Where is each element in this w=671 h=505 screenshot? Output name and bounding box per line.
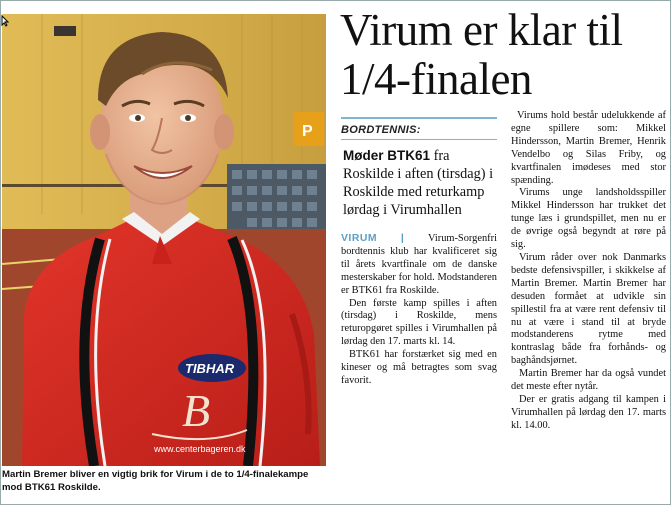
right-paragraph-2: Virums unge landsholdsspiller Mikkel Hindersson har trukket det tunge læs i grundspillet, men nu er de øvrige også begyndt at røre på sig. — [511, 187, 666, 251]
right-paragraph-4: Martin Bremer har da også vundet det meste efter nytår. — [511, 368, 666, 393]
right-paragraph-5: Der er gratis adgang til kampen i Virumhallen på lørdag den 17. marts kl. 14.00. — [511, 393, 666, 431]
body-paragraph-2: Den første kamp spilles i aften (tirsdag) i Roskilde, mens returopgøret spilles i Virumhallen på lørdag den 17. marts kl. 14. — [341, 297, 497, 348]
shirt-logo-letter: B — [182, 385, 211, 436]
right-column — [511, 110, 666, 433]
body-paragraph-3: BTK61 har forstærket sig med en kineser og må betragtes som svag favorit. — [341, 349, 497, 386]
player-photo — [2, 14, 326, 466]
left-column — [341, 117, 497, 388]
body-paragraph-1 — [341, 233, 497, 298]
wall-sign-text: P — [302, 123, 313, 140]
right-paragraph-1: Virums hold består udelukkende af egne spillere som: Mikkel Hindersson, Martin Bremer, Henrik Vendelbo og Silas Friby, og kvartfinalen imødeses med stor spænding. — [511, 110, 666, 186]
deck-rest: fra Roskilde i aften (tirsdag) i Roskilde med returkamp lørdag i Virumhallen — [343, 148, 494, 218]
shirt-url-text: www.centerbageren.dk — [154, 444, 246, 454]
cursor-icon — [1, 14, 9, 32]
article-body — [341, 233, 497, 388]
body-paragraph-1-text: Virum-Sorgenfri bordtennis klub har kvalificeret sig til årets kvartfinale om de danske mesterskaber for hold. Modstanderen er BTK61 fra Roskilde. — [341, 233, 497, 296]
shirt-brand-text: TIBHAR — [185, 361, 235, 376]
dateline-separator: | — [400, 233, 405, 244]
deck — [341, 147, 497, 219]
dateline: VIRUM — [341, 233, 377, 244]
kicker-rule — [341, 117, 497, 119]
photo-caption: Martin Bremer bliver en vigtig brik for Virum i de to 1/4-finalekampe mod BTK61 Roskilde. — [2, 469, 309, 493]
headline: Virum er klar til 1/4-finalen — [340, 5, 623, 104]
kicker: BORDTENNIS: — [341, 124, 421, 136]
deck-bold: Møder BTK61 — [343, 148, 431, 163]
kicker-rule-bottom — [341, 139, 497, 140]
right-paragraph-3: Virum råder over nok Danmarks bedste defensivspiller, i skikkelse af Martin Bremer. Martin Bremer har desuden formået at udvikle sin spillestil fra at være rent defensiv til nu at være i stand til at bryde modstanderens rytme med kontraslag både fra forhånds- og baghåndsjørnet. — [511, 251, 666, 367]
